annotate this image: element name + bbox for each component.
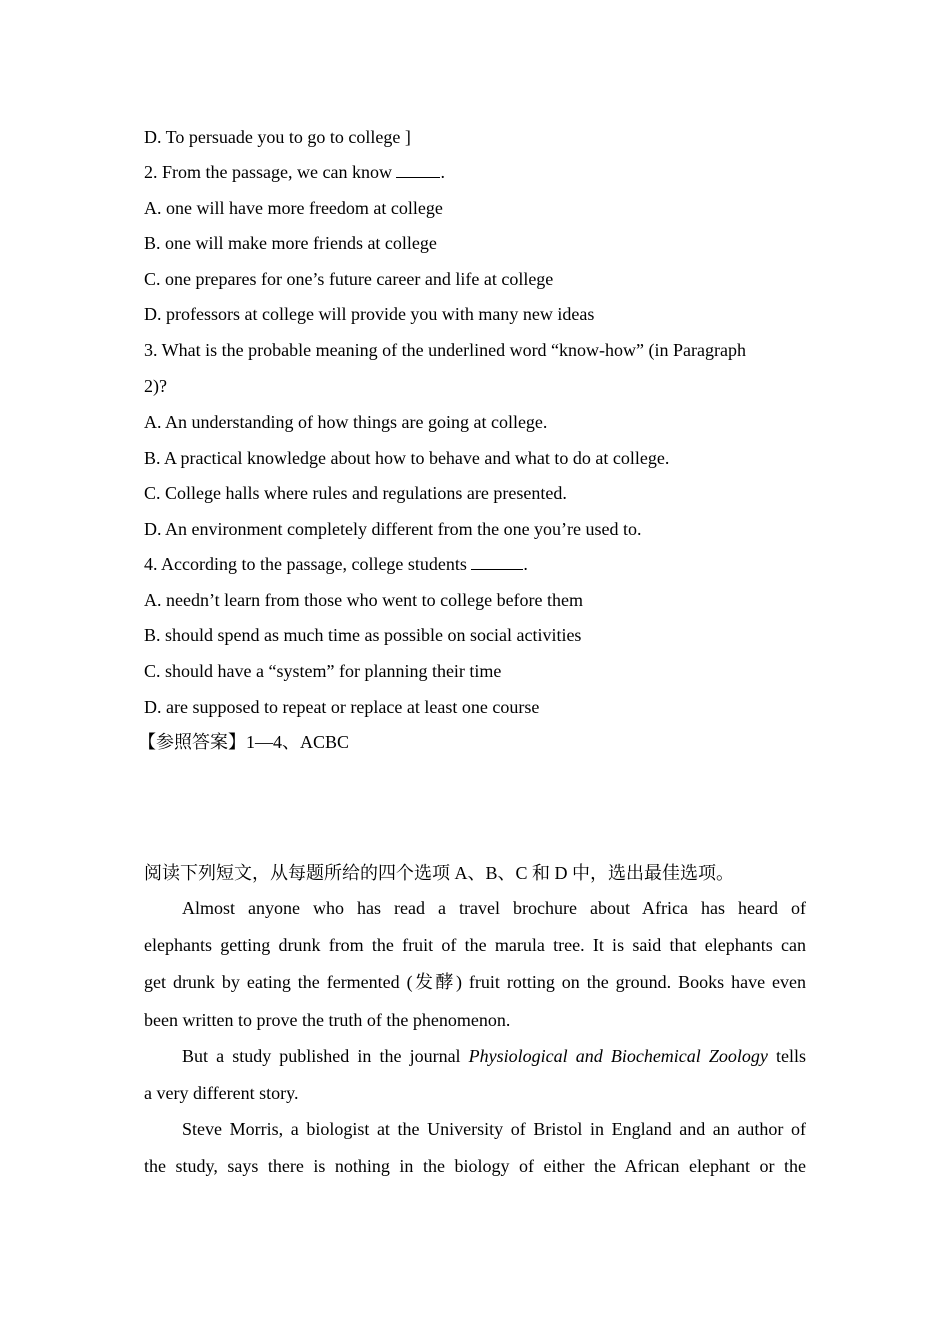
paragraph-1-line: get drunk by eating the fermented (发酵) fruit rotting on the ground. Books have even (144, 972, 806, 993)
q3-option-b: B. A practical knowledge about how to behave and what to do at college. (144, 448, 670, 468)
paragraph-1-line: been written to prove the truth of the phenomenon. (144, 1009, 511, 1030)
q2-option-d: D. professors at college will provide you with many new ideas (144, 304, 595, 324)
q4-option-d: D. are supposed to repeat or replace at least one course (144, 697, 540, 717)
q2-option-b: B. one will make more friends at college (144, 233, 437, 253)
q2-stem-text: 2. From the passage, we can know (144, 162, 397, 182)
q2-stem-end: . (440, 162, 445, 182)
paragraph-2-text-end: tells (767, 1046, 806, 1066)
q4-stem (144, 552, 528, 576)
paragraph-2-line (144, 1038, 806, 1075)
paragraph-3 (144, 1111, 806, 1185)
paragraph-2 (144, 1038, 806, 1112)
journal-title: Physiological and Biochemical Zoology (468, 1046, 768, 1066)
paragraph-3-line: Steve Morris, a biologist at the University of Bristol in England and an author of (182, 1119, 806, 1139)
paragraph-1-line: Almost anyone who has read a travel brochure about Africa has heard of (182, 898, 806, 918)
q3-stem-line1: 3. What is the probable meaning of the underlined word “know-how” (in Paragraph (144, 340, 746, 360)
q3-option-c: C. College halls where rules and regulations are presented. (144, 483, 567, 503)
q4-option-b: B. should spend as much time as possible on social activities (144, 625, 582, 645)
paragraph-1-line: elephants getting drunk from the fruit of the marula tree. It is said that elephants can (144, 935, 806, 956)
paragraph-1 (144, 890, 806, 1039)
q3-option-a: A. An understanding of how things are going at college. (144, 412, 548, 432)
q4-option-c: C. should have a “system” for planning their time (144, 661, 502, 681)
answer-key: 【参照答案】1—4、ACBC (138, 732, 350, 752)
q2-option-c: C. one prepares for one’s future career and life at college (144, 269, 554, 289)
reading-instruction: 阅读下列短文，从每题所给的四个选项 A、B、C 和 D 中，选出最佳选项。 (144, 863, 735, 883)
q1-option-d: D. To persuade you to go to college ] (144, 127, 411, 147)
q2-option-a: A. one will have more freedom at college (144, 198, 443, 218)
paragraph-2-line: a very different story. (144, 1083, 299, 1104)
q4-stem-end: . (523, 554, 528, 574)
paragraph-3-line: the study, says there is nothing in the biology of either the African elephant or the (144, 1156, 806, 1177)
q4-stem-text: 4. According to the passage, college students (144, 554, 472, 574)
q2-stem (144, 160, 445, 184)
q3-option-d: D. An environment completely different from the one you’re used to. (144, 519, 642, 539)
q3-stem-line2: 2)? (144, 376, 167, 396)
q4-option-a: A. needn’t learn from those who went to college before them (144, 590, 584, 610)
q2-answer-blank (396, 161, 440, 178)
q4-answer-blank (471, 553, 523, 570)
paragraph-2-text: But a study published in the journal (182, 1046, 469, 1066)
